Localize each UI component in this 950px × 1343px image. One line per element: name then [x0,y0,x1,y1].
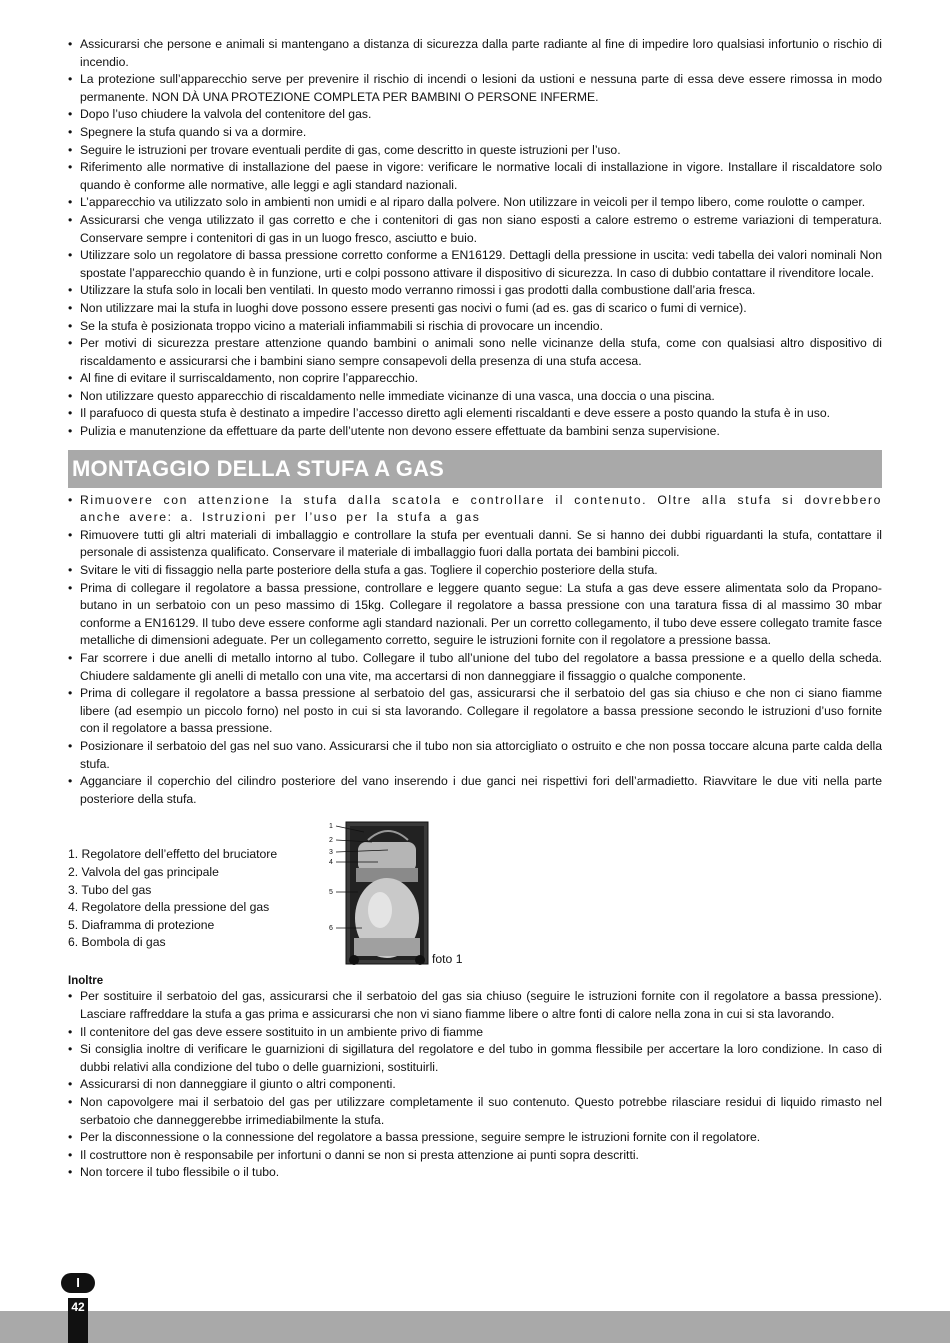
list-item: • Far scorrere i due anelli di metallo intorno al tubo. Collegare il tubo all’unione del tubo del regolatore a bassa pressione e a quello della scheda. Chiudere saldamente gli anelli di metallo con una vite, ma accertarsi di non danneggiare il fissaggio o qualche componente. [68,650,882,685]
list-item: • Il costruttore non è responsabile per infortuni o danni se non si presta attenzione ai punti sopra descritti. [68,1147,882,1165]
photo-label: 1 [329,823,333,831]
list-item: • Non utilizzare questo apparecchio di riscaldamento nelle immediate vicinanze di una vasca, una doccia o una piscina. [68,388,882,406]
list-item: • Agganciare il coperchio del cilindro posteriore del vano inserendo i due ganci nei rispettivi fori dell’armadietto. Riavvitare le due viti nella parte posteriore della stufa. [68,773,882,808]
heater-photo [328,818,432,966]
list-item: • L’apparecchio va utilizzato solo in ambienti non umidi e al riparo dalla polvere. Non utilizzare in veicoli per il tempo libero, come roulotte o camper. [68,194,882,212]
photo-label: 2 [329,837,333,845]
list-item: • Non capovolgere mai il serbatoio del gas per utilizzare completamente il suo contenuto. Questo potrebbe rilasciare residui di liquido rimasto nel serbatoio che danneggerebbe irrimediabilmente la stufa. [68,1094,882,1129]
list-item: • Non utilizzare mai la stufa in luoghi dove possono essere presenti gas nocivi o fumi (ad es. gas di scarico o fumi di vernice). [68,300,882,318]
extra-list [68,988,882,1182]
list-item: • Assicurarsi che venga utilizzato il gas corretto e che i contenitori di gas non siano esposti a calore estremo o estreme variazioni di temperatura. Conservare sempre i contenitori di gas in un luogo fresco, asciutto e buio. [68,212,882,247]
list-item: • Rimuovere con attenzione la stufa dalla scatola e controllare il contenuto. Oltre alla stufa si dovrebbero anche avere: a. Istruzioni per l’uso per la stufa a gas [68,492,882,527]
part-item: 5. Diaframma di protezione [68,917,215,932]
list-item: • Prima di collegare il regolatore a bassa pressione al serbatoio del gas, assicurarsi che il serbatoio del gas sia chiuso e che non ci siano fiamme libere (ad esempio un piccolo forno) nel posto in cui si sta lavorando. Collegare il regolatore a bassa pressione secondo le istruzioni d’uso fornite con il regolatore a bassa pressione. [68,685,882,738]
list-item: • Assicurarsi che persone e animali si mantengano a distanza di sicurezza dalla parte radiante al fine di impedire loro qualsiasi infortunio o rischio di incendio. [68,36,882,71]
page-number: 42 [68,1298,88,1343]
list-item: • Il parafuoco di questa stufa è destinato a impedire l’accesso diretto agli elementi riscaldanti e deve essere a posto quando la stufa è in uso. [68,405,882,423]
list-item: • Utilizzare la stufa solo in locali ben ventilati. In questo modo verranno rimossi i gas prodotti dalla combustione dall’aria fresca. [68,282,882,300]
photo-label: 6 [329,925,333,933]
part-item: 6. Bombola di gas [68,935,166,950]
part-item: 3. Tubo del gas [68,882,152,897]
safety-list [68,36,882,441]
part-item: 1. Regolatore dell’effetto del bruciatore [68,847,278,862]
list-item: • Per motivi di sicurezza prestare attenzione quando bambini o animali sono nelle vicinanze della stufa, come con qualsiasi altro dispositivo di riscaldamento e assicurarsi che i bambini siano sempre consapevoli della presenza di una stufa accesa. [68,335,882,370]
list-item: • La protezione sull’apparecchio serve per prevenire il rischio di incendi o lesioni da ustioni e nessuna parte di essa deve essere rimossa in modo permanente. NON DÀ UNA PROTEZIONE COMPLETA PER BAMBINI O PERSONE INFERME. [68,71,882,106]
list-item: • Rimuovere tutti gli altri materiali di imballaggio e controllare la stufa per eventuali danni. Se si hanno dei dubbi riguardanti la stufa, contattare il personale di assistenza qualificato. Conservare il materiale di imballaggio fuori dalla portata dei bambini piccoli. [68,527,882,562]
list-item: • Pulizia e manutenzione da effettuare da parte dell’utente non devono essere effettuate da bambini senza supervisione. [68,423,882,441]
list-item: • Svitare le viti di fissaggio nella parte posteriore della stufa a gas. Togliere il coperchio posteriore della stufa. [68,562,882,580]
list-item: • Seguire le istruzioni per trovare eventuali perdite di gas, come descritto in queste istruzioni per l’uso. [68,142,882,160]
photo-caption: foto 1 [432,952,463,967]
part-item: 4. Regolatore della pressione del gas [68,900,270,915]
list-item: • Posizionare il serbatoio del gas nel suo vano. Assicurarsi che il tubo non sia attorcigliato o ostruito e che non possa toccare alcuna parte calda della stufa. [68,738,882,773]
photo-label: 4 [329,859,333,867]
list-item: • Al fine di evitare il surriscaldamento, non coprire l’apparecchio. [68,370,882,388]
list-item: • Assicurarsi di non danneggiare il giunto o altri componenti. [68,1076,882,1094]
list-item: • Se la stufa è posizionata troppo vicino a materiali infiammabili si rischia di provocare un incendio. [68,318,882,336]
language-badge: I [61,1273,95,1293]
assembly-list [68,492,882,809]
list-item: • Prima di collegare il regolatore a bassa pressione, controllare e leggere quanto segue: La stufa a gas deve essere alimentata solo da Propano-butano in un serbatoio con un peso massimo di 15kg. Collegare il regolatore a bassa pressione con una taratura fissa di al massimo 30 mbar conforme a EN16129. Il tubo deve essere conforme agli standard nazionali. Per un corretto collegamento, il tubo deve essere collegato tramite fasce metalliche di dimensioni adeguate. Per un collegamento corretto, seguire le istruzioni fornite con il regolatore a pressione bassa. [68,580,882,650]
list-item: • Spegnere la stufa quando si va a dormire. [68,124,882,142]
list-item: • Utilizzare solo un regolatore di bassa pressione corretto conforme a EN16129. Dettagli della pressione in uscita: vedi tabella dei valori nominali Non spostate l’apparecchio quando è in funzione, urti e colpi possono attivare il dispositivo di sicurezza. In caso di dubbio contattare il rivenditore locale. [68,247,882,282]
list-item: • Per la disconnessione o la connessione del regolatore a bassa pressione, seguire sempre le istruzioni fornite con il regolatore. [68,1129,882,1147]
photo-label: 5 [329,889,333,897]
list-item: • Il contenitore del gas deve essere sostituito in un ambiente privo di fiamme [68,1024,882,1042]
section-title: MONTAGGIO DELLA STUFA A GAS [68,450,882,488]
list-item: • Non torcere il tubo flessibile o il tubo. [68,1164,882,1182]
list-item: • Per sostituire il serbatoio del gas, assicurarsi che il serbatoio del gas sia chiuso (seguire le istruzioni fornite con il regolatore a bassa pressione). Lasciare raffreddare la stufa a gas prima e assicurarsi che non vi siano fiamme libere o altre fonti di calore nella zona in cui si sta lavorando. [68,988,882,1023]
parts-list [68,846,277,952]
part-item: 2. Valvola del gas principale [68,864,219,879]
photo-label: 3 [329,849,333,857]
page-content [68,36,882,1182]
subheading: Inoltre [68,975,104,988]
footer-bar [0,1311,950,1343]
list-item: • Dopo l’uso chiudere la valvola del contenitore del gas. [68,106,882,124]
parts-figure [68,818,882,968]
list-item: • Si consiglia inoltre di verificare le guarnizioni di sigillatura del regolatore e del tubo in gomma flessibile per accertare la loro condizione. In caso di dubbi relativi alla condizione del tubo o delle guarnizioni, sostituirli. [68,1041,882,1076]
list-item: • Riferimento alle normative di installazione del paese in vigore: verificare le normative locali di installazione in vigore. Installare il riscaldatore solo quando è conforme alle normative, alle leggi e agli standard nazionali. [68,159,882,194]
